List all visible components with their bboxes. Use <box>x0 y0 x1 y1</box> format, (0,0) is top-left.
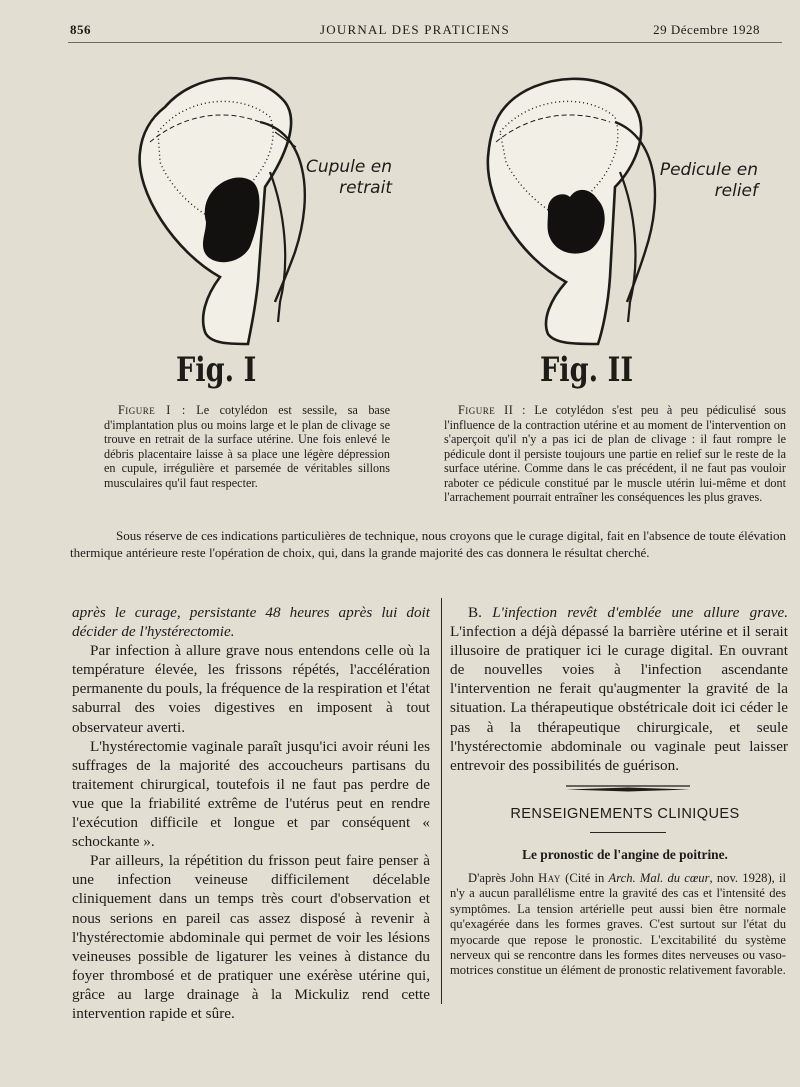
figure-1-caption <box>104 403 390 490</box>
journal-title: JOURNAL DES PRATICIENS <box>320 22 510 37</box>
paragraph-hysterectomie-vaginale: L'hystérectomie vaginale paraît jusqu'ici avoir réuni les suffrages de la majorité des accoucheurs partisans du traitement chirurgical, toutefois il ne faut pas perdre de vue que la friabilité extrême de l'utérus peut en rendre l'exécution difficile et longue et par conséquent « schockante ». <box>72 737 430 851</box>
intro-paragraph: Sous réserve de ces indications particulières de technique, nous croyons que le curage digital, fait en l'absence de toute élévation thermique antérieure reste l'opération de choix, qui, dans la grande majorité des cas donnera le résultat cherché. <box>70 528 786 560</box>
running-header <box>70 20 760 42</box>
figure-2 <box>470 62 780 402</box>
annotation-pedicule: Pedicule en relief <box>659 160 758 201</box>
paragraph-b <box>450 603 788 775</box>
header-rule <box>68 42 782 43</box>
column-divider <box>441 598 442 1004</box>
figure-1 <box>110 62 400 402</box>
figure-2-caption <box>444 403 786 505</box>
ornament-rule <box>566 784 690 792</box>
page-number: 856 <box>70 22 91 37</box>
b-text: L'infection a déjà dépassé la barrière utérine et il serait illusoire de pratiquer ici le curage digital. En ouvrant de nouvelles voies à l'infection ascendante l'intervention ne ferait qu'augmenter la gravité de la situation. La thérapeutique obstétricale doit ici céder le pas à la thérapeutique chirurgicale, et seule l'hystérectomie abdominale ou vaginale peut laisser entrevoir des possibilités de guérison. <box>450 623 788 774</box>
caption-text: Le cotylédon est sessile, sa base d'implantation plus ou moins large et le plan de clivage se trouve en retrait de la surface utérine. Une fois enlevé le débris placentaire laisse à sa place une légère dépression en cupule, irrégulière et parsemée de véritables sillons musculaires qu'il faut respecter. <box>104 403 390 490</box>
b-label: B. <box>468 604 482 621</box>
paragraph-infection-grave: Par infection à allure grave nous entendons celle où la température élevée, les frissons répétés, l'accélération permanente du pouls, la fréquence de la respiration et l'état saburral des voies digestives en imposent à tout observateur averti. <box>72 642 430 736</box>
caption-text: Le cotylédon s'est peu à peu pédiculisé sous l'influence de la contraction utérine et au moment de l'intervention on s'aperçoit qu'il n'y a pas ici de plan de clivage : il faut rompre le pédicule dont il persiste toujours une partie en relief sur le reste de la surface utérine. Comme dans le cas précédent, il ne faut pas vouloir raboter ce pédicule constitué par le muscle utérin lui-même et dont l'arrachement pourrait entraîner les conséquences les plus graves. <box>444 403 787 504</box>
article-body: D'après John Hay (Cité in Arch. Mal. du cœur, nov. 1928), il n'y a aucun parallélisme entre la gravité des cas et l'intensité des symptômes. La tension artérielle peut aussi bien être normale qu'exagérée dans les formes graves. C'est surtout sur l'état du myocarde que repose le pronostic. L'excitabilité du système nerveux qui se rencontre dans les formes dites nerveuses ou vaso-motrices constitue un élément de pronostic relativement favorable. <box>450 871 786 978</box>
section-rule <box>590 832 666 833</box>
annotation-cupule: Cupule en retrait <box>305 157 392 198</box>
caption-label: Figure II : <box>458 403 527 417</box>
section-title: RENSEIGNEMENTS CLINIQUES <box>510 806 740 822</box>
issue-date: 29 Décembre 1928 <box>653 22 760 37</box>
b-heading: L'infection revêt d'emblée une allure grave. <box>492 604 788 621</box>
figure-1-label: Fig. I <box>176 350 257 390</box>
article-author: Hay <box>538 871 561 885</box>
left-column <box>72 603 430 1023</box>
article-source: Arch. Mal. du cœur <box>608 871 710 885</box>
figure-2-label: Fig. II <box>540 350 634 390</box>
right-column <box>450 603 788 775</box>
caption-label: Figure I : <box>118 403 186 417</box>
paragraph-frisson: Par ailleurs, la répétition du frisson peut faire penser à une infection veineuse difficilement décelable cliniquement dans un temps très court d'observation et nous serions en pareil cas assez disposé à revenir à l'hystérectomie abdominale qui permet de voir les lésions veineuses possible de ligaturer les veines à distance du foyer thrombosé et de pratiquer une exérèse utérine qui, grâce au large drainage à la Mickuliz rend cette intervention rapide et sûre. <box>72 852 430 1022</box>
article-title: Le pronostic de l'angine de poitrine. <box>522 847 728 862</box>
paragraph-continuation: après le curage, persistante 48 heures après lui doit décider de l'hystérectomie. <box>72 604 430 641</box>
